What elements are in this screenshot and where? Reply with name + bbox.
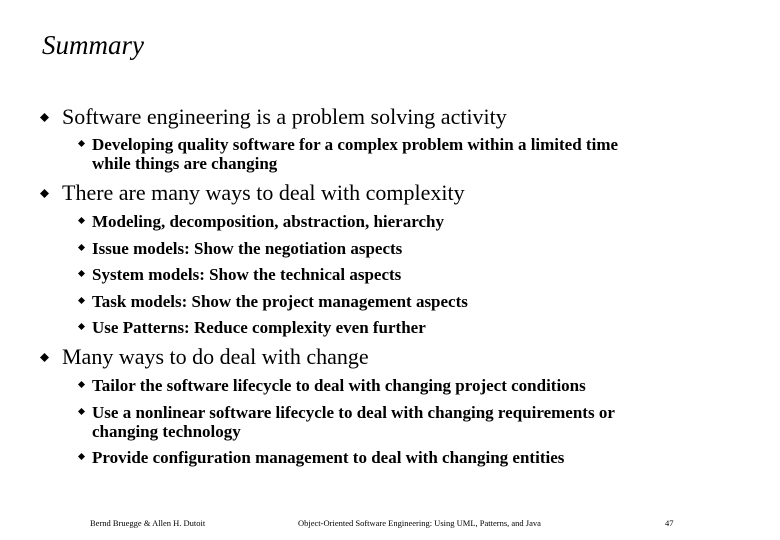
footer-book-title: Object-Oriented Software Engineering: Using UML, Patterns, and Java — [298, 518, 541, 528]
subbullet-line: Provide configuration management to deal with changing entities — [92, 448, 565, 467]
subbullet-line: Developing quality software for a complex problem within a limited time — [92, 135, 619, 154]
diamond-subbullet-icon — [78, 323, 85, 330]
diamond-bullet-icon — [40, 113, 49, 122]
subbullet-line: Issue models: Show the negotiation aspects — [92, 239, 403, 258]
diamond-subbullet-icon — [78, 381, 85, 388]
diamond-subbullet-icon — [78, 140, 85, 147]
diamond-subbullet-icon — [78, 270, 85, 277]
subbullet-line: Use Patterns: Reduce complexity even further — [92, 318, 426, 337]
diamond-subbullet-icon — [78, 297, 85, 304]
subbullet-line-continuation: changing technology — [92, 422, 241, 441]
bullet-complexity: There are many ways to deal with complexity — [62, 180, 465, 205]
subbullet-line: Modeling, decomposition, abstraction, hierarchy — [92, 212, 444, 231]
diamond-subbullet-icon — [78, 244, 85, 251]
diamond-subbullet-icon — [78, 217, 85, 224]
footer-authors: Bernd Bruegge & Allen H. Dutoit — [90, 518, 206, 528]
subbullet-line-continuation: while things are changing — [92, 154, 278, 173]
subbullet-line: System models: Show the technical aspects — [92, 265, 402, 284]
bullet-software-engineering: Software engineering is a problem solving activity — [62, 104, 507, 129]
subbullet-line: Tailor the software lifecycle to deal with changing project conditions — [92, 376, 586, 395]
slide-title: Summary — [42, 30, 144, 60]
diamond-subbullet-icon — [78, 408, 85, 415]
diamond-subbullet-icon — [78, 453, 85, 460]
subbullet-line: Use a nonlinear software lifecycle to deal with changing requirements or — [92, 403, 615, 422]
footer-page-number: 47 — [665, 518, 674, 528]
diamond-bullet-icon — [40, 189, 49, 198]
subbullet-line: Task models: Show the project management aspects — [92, 292, 468, 311]
diamond-bullet-icon — [40, 353, 49, 362]
bullet-change: Many ways to do deal with change — [62, 344, 369, 369]
